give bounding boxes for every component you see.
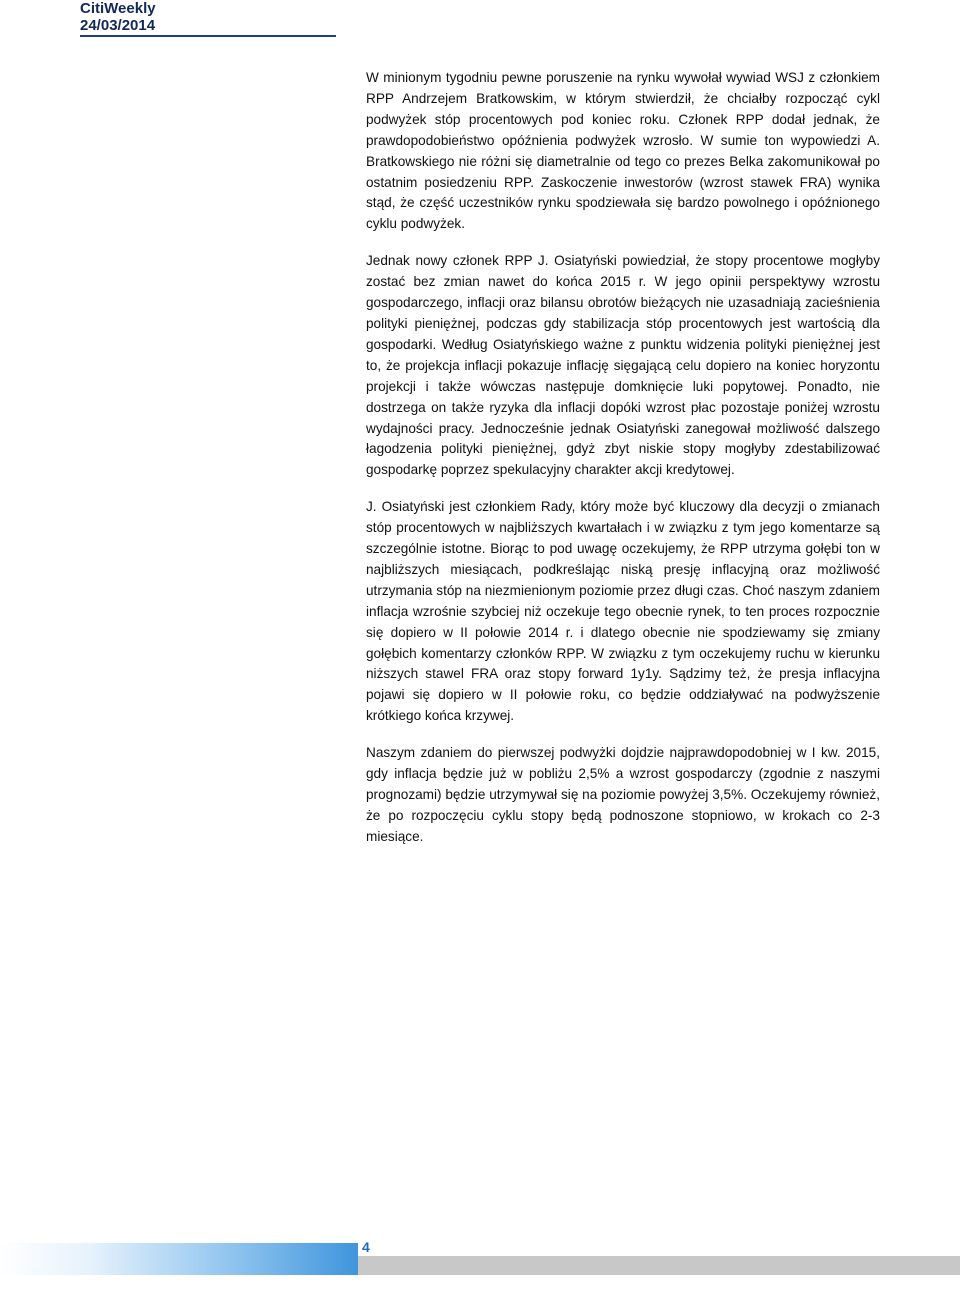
paragraph-2: Jednak nowy członek RPP J. Osiatyński powiedział, że stopy procentowe mogłyby zostać bez zmian nawet do końca 2015 r. W jego opinii perspektywy wzrostu gospodarczego, inflacji oraz bilansu obrotów bieżących nie uzasadniają zacieśnienia polityki pieniężnej, podczas gdy stabilizacja stóp procentowych jest wartością dla gospodarki. Według Osiatyńskiego ważne z punktu widzenia polityki pieniężnej jest to, że projekcja inflacji pokazuje inflację sięgającą celu dopiero na koniec horyzontu projekcji i także wówczas następuje domknięcie luki popytowej. Ponadto, nie dostrzega on także ryzyka dla inflacji dopóki wzrost płac pozostaje poniżej wzrostu wydajności pracy. Jednocześnie jednak Osiatyński zanegował możliwość dalszego łagodzenia polityki pieniężnej, gdyż zbyt niskie stopy mogłyby zdestabilizować gospodarkę poprzez spekulacyjny charakter akcji kredytowej. [366, 253, 880, 478]
footer-gray-bar [358, 1256, 960, 1275]
footer-gradient-bar [0, 1243, 358, 1275]
article-body [366, 68, 880, 864]
paragraph-4: Naszym zdaniem do pierwszej podwyżki dojdzie najprawdopodobniej w I kw. 2015, gdy inflacja będzie już w pobliżu 2,5% a wzrost gospodarczy (zgodnie z naszymi prognozami) będzie utrzymywał się na poziomie powyżej 3,5%. Oczekujemy również, że po rozpoczęciu cyklu stopy będą podnoszone stopniowo, w krokach co 2-3 miesiące. [366, 745, 880, 844]
paragraph-1: W minionym tygodniu pewne poruszenie na rynku wywołał wywiad WSJ z członkiem RPP Andrzejem Bratkowskim, w którym stwierdził, że chciałby rozpocząć cykl podwyżek stóp procentowych pod koniec roku. Członek RPP dodał jednak, że prawdopodobieństwo opóźnienia podwyżek wzrosło. W sumie ton wypowiedzi A. Bratkowskiego nie różni się diametralnie od tego co prezes Belka zakomunikował po ostatnim posiedzeniu RPP. Zaskoczenie inwestorów (wzrost stawek FRA) wynika stąd, że część uczestników rynku spodziewała się bardzo powolnego i opóźnionego cyklu podwyżek. [366, 70, 880, 232]
paragraph-3: J. Osiatyński jest członkiem Rady, który może być kluczowy dla decyzji o zmianach stóp procentowych w najbliższych kwartałach i w związku z tym jego komentarze są szczególnie istotne. Biorąc to pod uwagę oczekujemy, że RPP utrzyma gołębi ton w najbliższych miesiącach, podkreślając niską presję inflacyjną oraz możliwość utrzymania stóp na niezmienionym poziomie przez długi czas. Choć naszym zdaniem inflacja wzrośnie szybciej niż oczekuje tego obecnie rynek, to ten proces rozpocznie się dopiero w II połowie 2014 r. i dlatego obecnie nie spodziewamy się zmiany gołębich komentarzy członków RPP. W związku z tym oczekujemy ruchu w kierunku niższych stawel FRA oraz stopy forward 1y1y. Sądzimy też, że presja inflacyjna pojawi się dopiero w II połowie roku, co będzie oddziaływać na podwyższenie krótkiego końca krzywej. [366, 499, 880, 724]
publication-date: 24/03/2014 [80, 17, 156, 34]
page-number: 4 [362, 1239, 370, 1255]
header-divider [80, 35, 336, 37]
publication-title: CitiWeekly [80, 0, 156, 17]
page-header [80, 0, 960, 34]
